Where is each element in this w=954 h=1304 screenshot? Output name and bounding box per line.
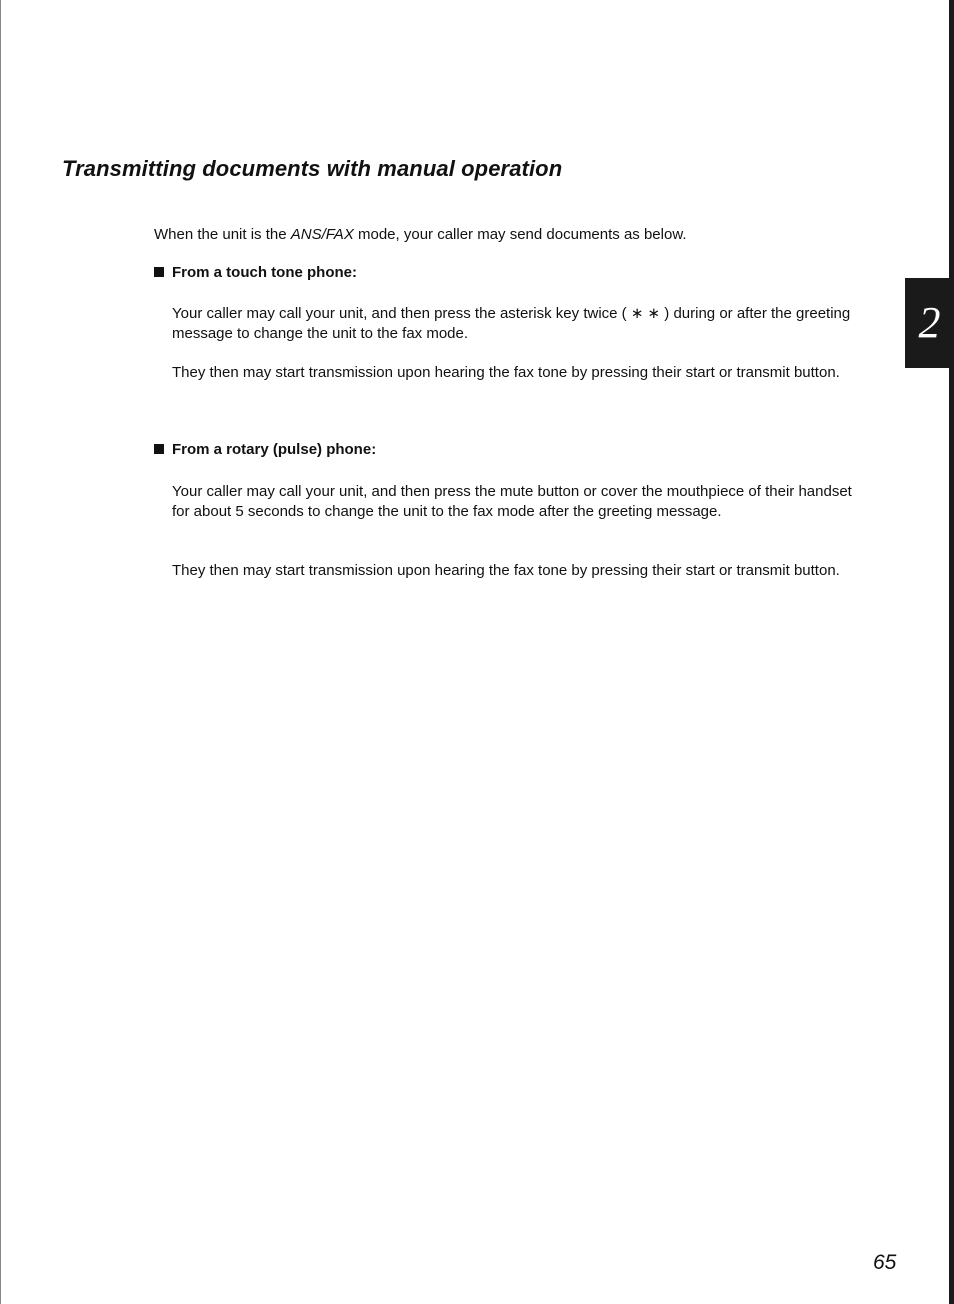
section-heading-touch-tone xyxy=(154,264,357,281)
square-bullet-icon xyxy=(154,444,164,454)
page-title: Transmitting documents with manual operation xyxy=(62,156,563,181)
page-left-edge xyxy=(0,0,1,1304)
page-right-edge xyxy=(949,0,954,1304)
touch-tone-paragraph-1: Your caller may call your unit, and then press the asterisk key twice ( ∗ ∗ ) during or after the greeting message to change the unit to the fax mode. xyxy=(172,305,851,342)
page-number: 65 xyxy=(873,1251,897,1274)
rotary-paragraph-1: Your caller may call your unit, and then press the mute button or cover the mouthpiece of their handset for about 5 seconds to change the unit to the fax mode after the greeting message. xyxy=(172,483,852,520)
intro-paragraph xyxy=(154,225,687,244)
square-bullet-icon xyxy=(154,267,164,277)
section-heading-rotary xyxy=(154,441,376,458)
intro-text-after: mode, your caller may send documents as below. xyxy=(353,226,687,243)
section-heading-label: From a rotary (pulse) phone: xyxy=(172,441,377,458)
section-heading-label: From a touch tone phone: xyxy=(172,264,357,281)
chapter-tab: 2 xyxy=(905,278,954,368)
rotary-paragraph-2: They then may start transmission upon hearing the fax tone by pressing their start or transmit button. xyxy=(172,562,840,579)
intro-text-before: When the unit is the xyxy=(154,226,291,243)
touch-tone-paragraph-2: They then may start transmission upon hearing the fax tone by pressing their start or transmit button. xyxy=(172,364,840,381)
intro-mode-name: ANS/FAX xyxy=(290,226,354,243)
